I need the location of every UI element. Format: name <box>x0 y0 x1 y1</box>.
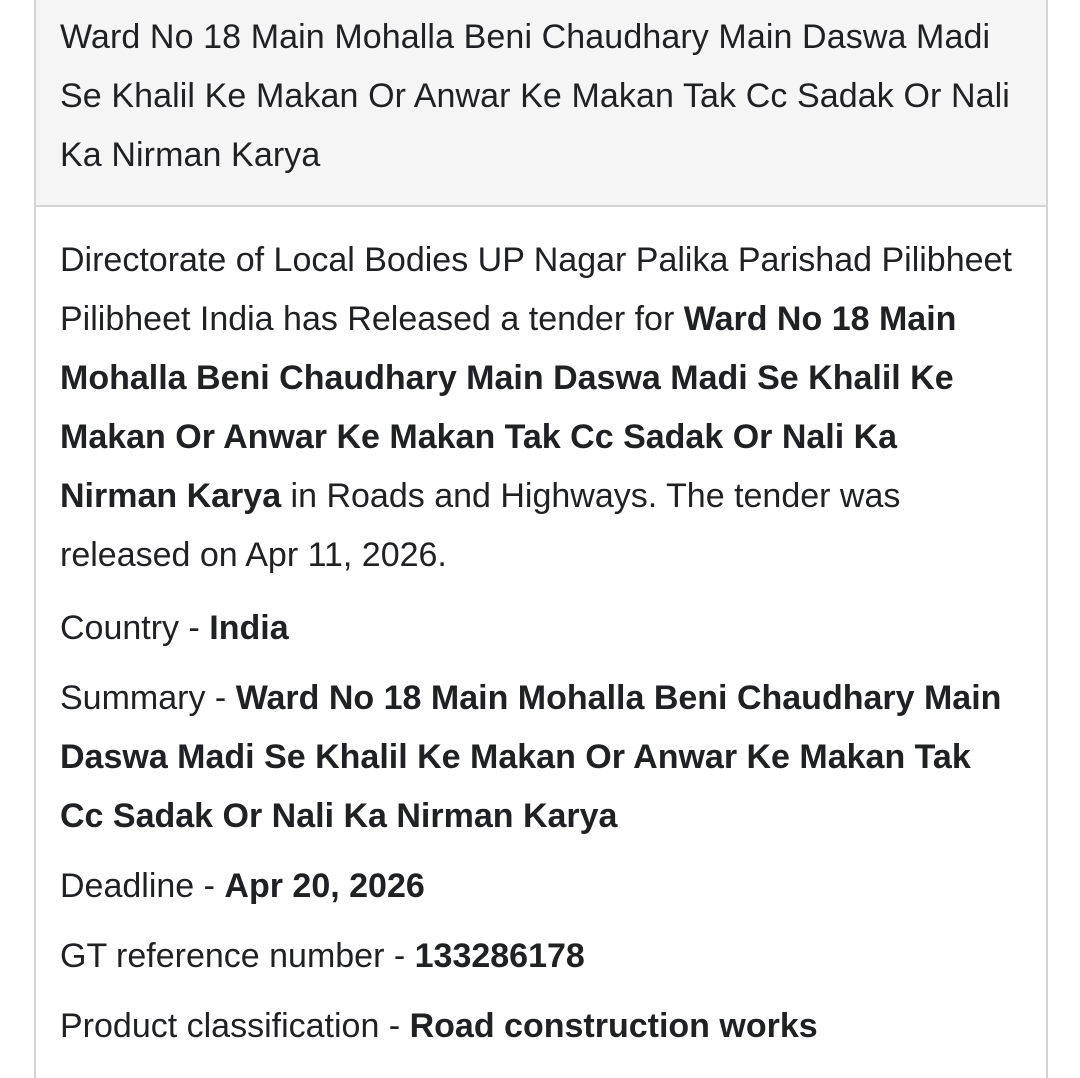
detail-label: GT reference number - <box>60 937 415 975</box>
detail-country <box>60 599 1022 658</box>
detail-product-classification <box>60 997 1022 1056</box>
tender-header <box>36 0 1046 207</box>
detail-value: India <box>209 609 289 647</box>
detail-value: Road construction works <box>409 1007 818 1045</box>
tender-body <box>36 207 1046 1056</box>
detail-deadline <box>60 857 1022 916</box>
description-title: Ward No 18 Main Mohalla Beni Chaudhary Main Daswa Madi Se Khalil Ke Makan Or Anwar Ke Makan Tak Cc Sadak Or Nali Ka Nirman Karya <box>60 300 957 515</box>
description-suffix: in Roads and Highways. The tender was released on Apr 11, 2026. <box>60 477 901 574</box>
detail-label: Country - <box>60 609 210 647</box>
tender-description <box>60 231 1022 585</box>
tender-title: Ward No 18 Main Mohalla Beni Chaudhary Main Daswa Madi Se Khalil Ke Makan Or Anwar Ke Makan Tak Cc Sadak Or Nali Ka Nirman Karya <box>60 18 1010 174</box>
detail-value: Ward No 18 Main Mohalla Beni Chaudhary Main Daswa Madi Se Khalil Ke Makan Or Anwar Ke Makan Tak Cc Sadak Or Nali Ka Nirman Karya <box>60 679 1002 835</box>
detail-summary <box>60 669 1022 846</box>
detail-label: Product classification - <box>60 1007 410 1045</box>
detail-gt-reference <box>60 927 1022 986</box>
tender-card <box>34 0 1048 1078</box>
description-prefix: Directorate of Local Bodies UP Nagar Palika Parishad Pilibheet Pilibheet India has Released a tender for <box>60 241 1012 338</box>
detail-value: 133286178 <box>414 937 585 975</box>
detail-label: Deadline - <box>60 867 225 905</box>
detail-value: Apr 20, 2026 <box>224 867 425 905</box>
detail-label: Summary - <box>60 679 236 717</box>
